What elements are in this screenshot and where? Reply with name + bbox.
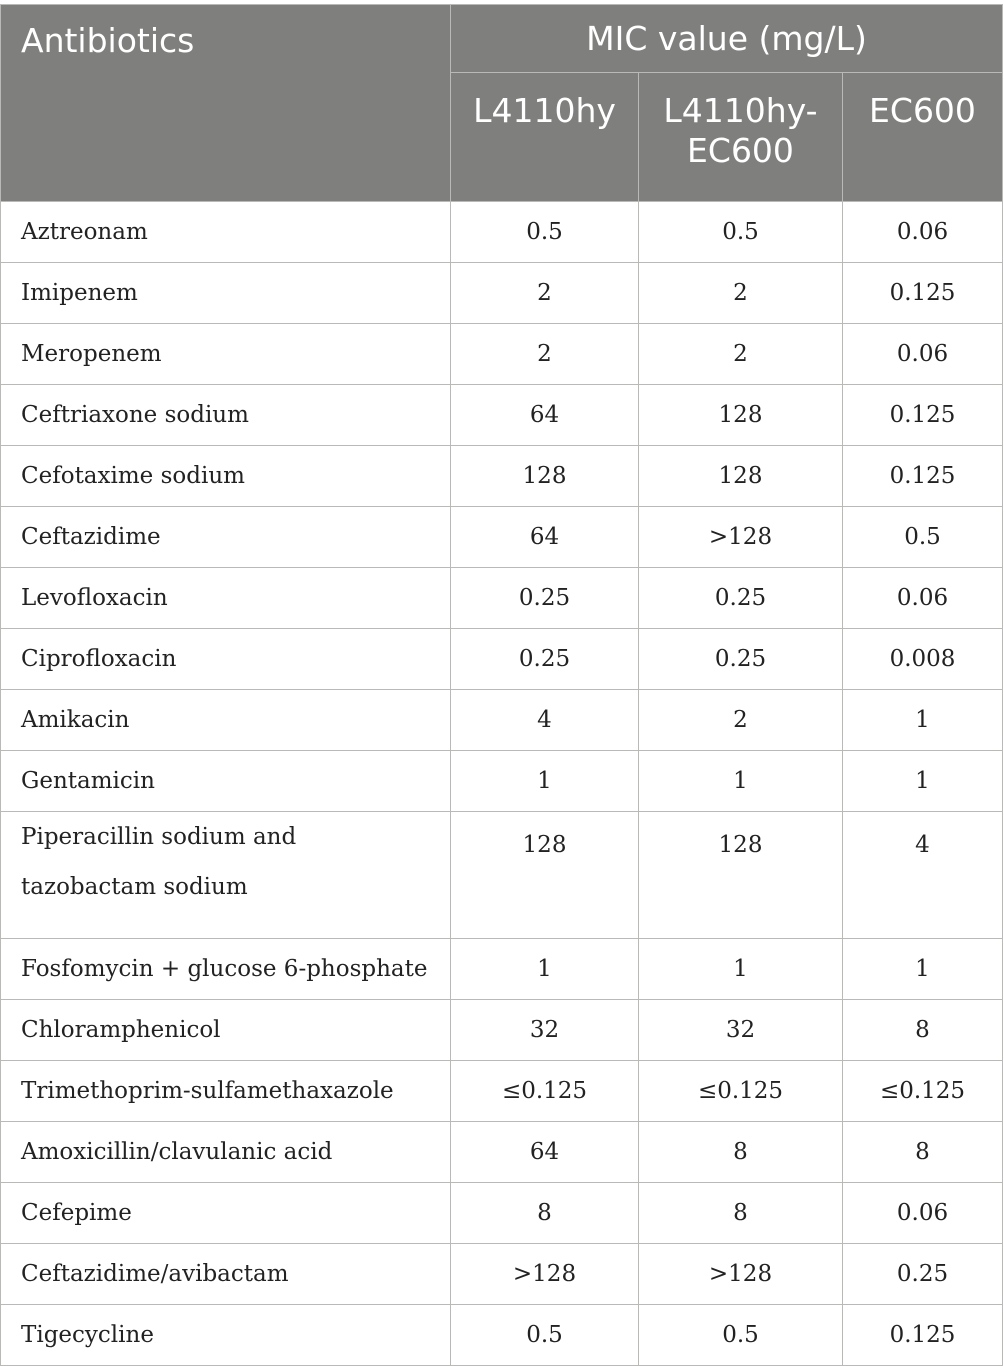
header-strain-l4110hy-ec600: L4110hy-EC600 (639, 73, 843, 202)
antibiotic-name: Piperacillin sodium and tazobactam sodium (1, 812, 451, 939)
table-row (1, 202, 1003, 263)
table-row (1, 751, 1003, 812)
table-row (1, 507, 1003, 568)
table-body (1, 202, 1003, 1366)
mic-value-ec600: 0.06 (843, 1183, 1003, 1244)
mic-value-ec600: 0.06 (843, 324, 1003, 385)
mic-value-l4110hy-ec600: 32 (639, 1000, 843, 1061)
antibiotic-name: Imipenem (1, 263, 451, 324)
mic-value-l4110hy-ec600: 0.5 (639, 202, 843, 263)
mic-value-l4110hy-ec600: 8 (639, 1122, 843, 1183)
mic-table (0, 4, 1003, 1366)
mic-value-l4110hy-ec600: >128 (639, 507, 843, 568)
table-row (1, 1244, 1003, 1305)
mic-value-l4110hy: 64 (451, 385, 639, 446)
table-header (1, 5, 1003, 202)
table-row (1, 812, 1003, 939)
mic-value-l4110hy-ec600: 0.5 (639, 1305, 843, 1366)
table-row (1, 939, 1003, 1000)
mic-value-l4110hy-ec600: 128 (639, 385, 843, 446)
mic-value-l4110hy: 64 (451, 507, 639, 568)
header-antibiotics: Antibiotics (1, 5, 451, 202)
antibiotic-name: Cefotaxime sodium (1, 446, 451, 507)
table-row (1, 385, 1003, 446)
mic-value-l4110hy: 4 (451, 690, 639, 751)
mic-value-ec600: 8 (843, 1122, 1003, 1183)
mic-value-l4110hy: 32 (451, 1000, 639, 1061)
antibiotic-name: Meropenem (1, 324, 451, 385)
antibiotic-name: Ceftriaxone sodium (1, 385, 451, 446)
mic-value-l4110hy: 0.25 (451, 629, 639, 690)
mic-value-ec600: 0.06 (843, 568, 1003, 629)
antibiotic-name: Cefepime (1, 1183, 451, 1244)
table-row (1, 1061, 1003, 1122)
mic-value-ec600: 0.125 (843, 263, 1003, 324)
table-row (1, 1000, 1003, 1061)
mic-value-l4110hy: 128 (451, 446, 639, 507)
antibiotic-name: Tigecycline (1, 1305, 451, 1366)
antibiotic-name: Chloramphenicol (1, 1000, 451, 1061)
mic-value-ec600: ≤0.125 (843, 1061, 1003, 1122)
table-row (1, 1305, 1003, 1366)
mic-value-l4110hy-ec600: 2 (639, 324, 843, 385)
mic-value-ec600: 0.25 (843, 1244, 1003, 1305)
mic-value-ec600: 1 (843, 751, 1003, 812)
mic-value-l4110hy: >128 (451, 1244, 639, 1305)
mic-value-l4110hy-ec600: 128 (639, 446, 843, 507)
mic-value-l4110hy-ec600: 8 (639, 1183, 843, 1244)
table-row (1, 629, 1003, 690)
table-row (1, 446, 1003, 507)
header-strain-l4110hy: L4110hy (451, 73, 639, 202)
antibiotic-name: Trimethoprim-sulfamethaxazole (1, 1061, 451, 1122)
mic-value-l4110hy-ec600: 1 (639, 939, 843, 1000)
antibiotic-name: Ceftazidime/avibactam (1, 1244, 451, 1305)
mic-value-ec600: 8 (843, 1000, 1003, 1061)
mic-value-l4110hy-ec600: >128 (639, 1244, 843, 1305)
mic-value-l4110hy-ec600: 0.25 (639, 568, 843, 629)
mic-value-l4110hy: 1 (451, 751, 639, 812)
antibiotic-name: Gentamicin (1, 751, 451, 812)
mic-value-l4110hy-ec600: 1 (639, 751, 843, 812)
antibiotic-name: Levofloxacin (1, 568, 451, 629)
antibiotic-name: Fosfomycin + glucose 6-phosphate (1, 939, 451, 1000)
antibiotic-name: Aztreonam (1, 202, 451, 263)
antibiotic-name: Amoxicillin/clavulanic acid (1, 1122, 451, 1183)
mic-value-l4110hy: ≤0.125 (451, 1061, 639, 1122)
header-strain-ec600: EC600 (843, 73, 1003, 202)
mic-value-l4110hy: 2 (451, 263, 639, 324)
antibiotic-name: Amikacin (1, 690, 451, 751)
mic-value-l4110hy: 64 (451, 1122, 639, 1183)
mic-value-l4110hy: 0.5 (451, 1305, 639, 1366)
mic-value-l4110hy: 1 (451, 939, 639, 1000)
mic-value-l4110hy-ec600: 0.25 (639, 629, 843, 690)
mic-value-l4110hy-ec600: 128 (639, 812, 843, 939)
header-mic-value: MIC value (mg/L) (451, 5, 1003, 73)
mic-value-l4110hy-ec600: ≤0.125 (639, 1061, 843, 1122)
mic-value-ec600: 0.125 (843, 1305, 1003, 1366)
table-row (1, 690, 1003, 751)
mic-value-l4110hy: 128 (451, 812, 639, 939)
table-row (1, 324, 1003, 385)
antibiotic-name: Ceftazidime (1, 507, 451, 568)
mic-value-l4110hy-ec600: 2 (639, 263, 843, 324)
table-row (1, 263, 1003, 324)
mic-value-ec600: 0.125 (843, 446, 1003, 507)
table-row (1, 1183, 1003, 1244)
mic-value-ec600: 0.008 (843, 629, 1003, 690)
mic-value-ec600: 1 (843, 690, 1003, 751)
mic-value-ec600: 4 (843, 812, 1003, 939)
mic-value-ec600: 0.5 (843, 507, 1003, 568)
mic-value-l4110hy: 0.25 (451, 568, 639, 629)
antibiotic-name: Ciprofloxacin (1, 629, 451, 690)
mic-value-l4110hy-ec600: 2 (639, 690, 843, 751)
mic-value-ec600: 1 (843, 939, 1003, 1000)
mic-value-l4110hy: 8 (451, 1183, 639, 1244)
mic-value-ec600: 0.125 (843, 385, 1003, 446)
mic-value-l4110hy: 2 (451, 324, 639, 385)
mic-value-l4110hy: 0.5 (451, 202, 639, 263)
table-row (1, 568, 1003, 629)
table-row (1, 1122, 1003, 1183)
mic-value-ec600: 0.06 (843, 202, 1003, 263)
